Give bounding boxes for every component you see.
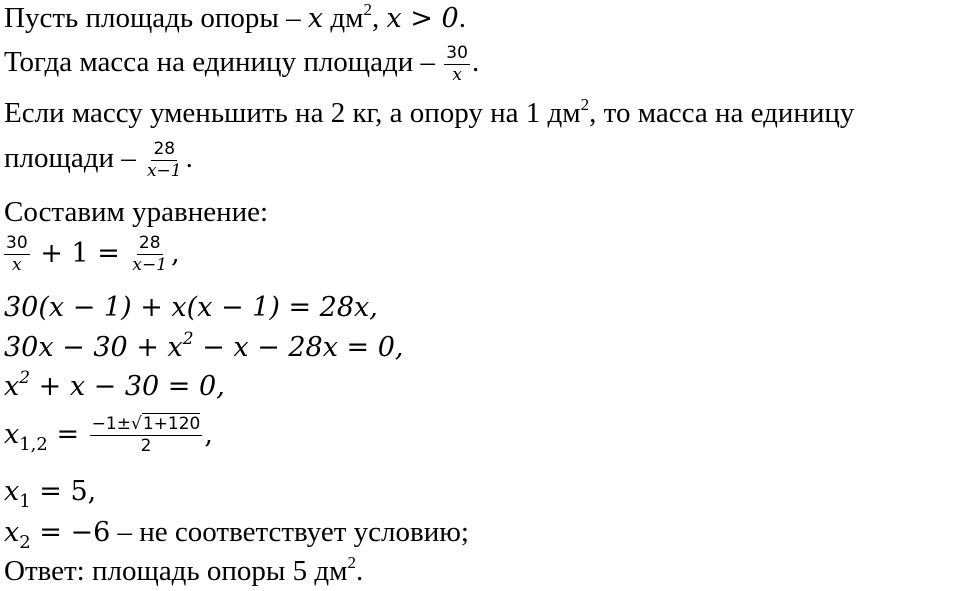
line-9-equation <box>4 368 225 402</box>
text: = <box>47 419 88 451</box>
equation: + x − 30 = 0, <box>30 371 225 402</box>
line-4 <box>4 140 193 181</box>
fraction <box>4 234 30 275</box>
exponent: 2 <box>19 368 31 388</box>
variable-x: x <box>4 476 20 507</box>
line-10-roots <box>4 415 213 456</box>
exponent: 2 <box>580 95 590 114</box>
text: Если массу уменьшить на 2 кг, а опору на 1 дм <box>4 97 581 129</box>
text: Составим уравнение: <box>4 196 269 228</box>
punct: . <box>458 2 466 34</box>
text: площади – <box>4 142 143 175</box>
text: , то масса на единицу <box>589 97 855 129</box>
denominator: x <box>12 255 22 276</box>
numerator: 30 <box>444 44 470 65</box>
variable-x: x <box>307 3 324 34</box>
text: Пусть площадь опоры – <box>4 2 308 34</box>
exponent: 2 <box>182 329 194 349</box>
radicand: 1+120 <box>142 414 201 434</box>
punct: . <box>185 142 193 175</box>
fraction <box>90 415 203 456</box>
subscript: 2 <box>19 532 31 553</box>
line-6-equation <box>2 234 180 275</box>
equation: = −6 <box>30 517 111 548</box>
line-1 <box>4 0 466 34</box>
line-12-root <box>4 516 469 553</box>
punct: , <box>204 419 213 451</box>
punct: . <box>356 555 364 587</box>
line-11-root <box>4 476 97 512</box>
numerator: 28 <box>137 234 163 255</box>
subscript: 1 <box>19 491 31 512</box>
variable-x: x <box>4 419 20 451</box>
text: , <box>372 2 387 34</box>
line-5 <box>4 198 268 227</box>
numerator: −1±√ <box>91 414 142 434</box>
text: – не соответствует условию; <box>110 516 469 548</box>
exponent: 2 <box>363 0 372 19</box>
denominator: x−1 <box>132 255 168 276</box>
equation: x <box>4 371 20 402</box>
denominator: x−1 <box>146 161 182 182</box>
fraction <box>444 44 470 85</box>
denominator: x <box>452 65 462 86</box>
fraction <box>145 140 184 181</box>
line-3 <box>4 95 855 129</box>
unit: дм <box>323 2 364 34</box>
numerator: 30 <box>4 234 30 255</box>
fraction <box>130 234 169 275</box>
line-7-equation <box>4 294 378 321</box>
line-8-equation <box>4 329 404 363</box>
text: Тогда масса на единицу площади – <box>4 46 443 79</box>
punct: . <box>471 46 480 79</box>
line-2 <box>4 44 479 85</box>
text: + 1 = <box>31 238 129 270</box>
variable-x: x <box>4 517 20 548</box>
equation: 30(x − 1) + x(x − 1) = 28x, <box>4 292 378 323</box>
subscript: 1,2 <box>19 434 48 456</box>
equation: − x − 28x = 0, <box>193 332 404 363</box>
condition: x > 0 <box>386 3 459 34</box>
numerator: 28 <box>151 140 177 161</box>
line-13-answer <box>4 553 364 587</box>
answer-text: Ответ: площадь опоры 5 дм <box>4 555 348 587</box>
denominator: 2 <box>140 436 152 457</box>
punct: , <box>171 238 180 270</box>
equation: 30x − 30 + x <box>4 332 183 363</box>
exponent: 2 <box>347 553 357 572</box>
equation: = 5, <box>30 476 97 507</box>
